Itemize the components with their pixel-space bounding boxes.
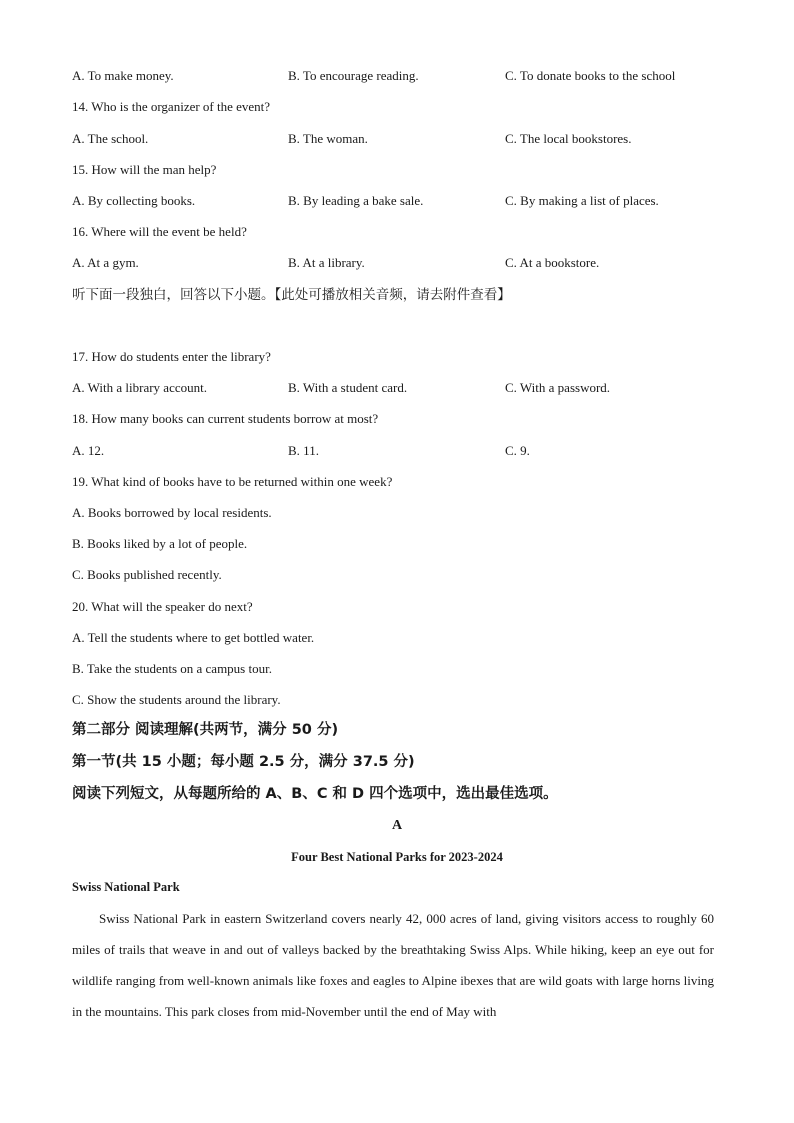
q13-option-a: A. To make money. bbox=[72, 68, 174, 83]
question-16: 16. Where will the event be held? bbox=[72, 224, 247, 239]
question-15: 15. How will the man help? bbox=[72, 162, 217, 177]
q17-options bbox=[72, 379, 722, 397]
q18-options bbox=[72, 442, 722, 460]
reading-instruction: 阅读下列短文，从每题所给的 A、B、C 和 D 四个选项中，选出最佳选项。 bbox=[72, 786, 558, 802]
question-14: 14. Who is the organizer of the event? bbox=[72, 99, 271, 114]
passage-title: Four Best National Parks for 2023-2024 bbox=[291, 850, 503, 864]
q17-option-c: C. With a password. bbox=[505, 380, 611, 395]
part-heading: 第二部分 阅读理解(共两节，满分 50 分) bbox=[72, 722, 339, 738]
question-18: 18. How many books can current students borrow at most? bbox=[72, 411, 379, 426]
q19-option-a: A. Books borrowed by local residents. bbox=[72, 505, 272, 520]
q15-option-b: B. By leading a bake sale. bbox=[288, 193, 424, 208]
q14-option-c: C. The local bookstores. bbox=[505, 131, 632, 146]
passage-paragraph: Swiss National Park in eastern Switzerland covers nearly 42, 000 acres of land, giving visitors access to roughly 60 miles of trails that weave in and out of valleys backed by the breathtaking Swiss Alps. While hiking, keep an eye out for wildlife ranging from well-known animals like foxes and eagles to Alpine ibexes that are wild goats with large horns living in the mountains. This park closes from mid-November until the end of May with bbox=[72, 911, 714, 1019]
q16-option-b: B. At a library. bbox=[288, 255, 365, 270]
q20-option-a: A. Tell the students where to get bottled water. bbox=[72, 630, 315, 645]
q14-option-b: B. The woman. bbox=[288, 131, 368, 146]
q19-option-b: B. Books liked by a lot of people. bbox=[72, 536, 248, 551]
q14-option-a: A. The school. bbox=[72, 131, 149, 146]
q18-option-c: C. 9. bbox=[505, 443, 530, 458]
q18-option-a: A. 12. bbox=[72, 443, 105, 458]
subheading-swiss-national-park: Swiss National Park bbox=[72, 880, 180, 894]
passage-label: A bbox=[391, 818, 403, 833]
q20-option-b: B. Take the students on a campus tour. bbox=[72, 661, 272, 676]
q19-option-c: C. Books published recently. bbox=[72, 567, 222, 582]
question-19: 19. What kind of books have to be returned within one week? bbox=[72, 474, 393, 489]
question-17: 17. How do students enter the library? bbox=[72, 349, 271, 364]
q16-option-a: A. At a gym. bbox=[72, 255, 139, 270]
q13-option-c: C. To donate books to the school bbox=[505, 68, 676, 83]
q15-option-c: C. By making a list of places. bbox=[505, 193, 659, 208]
q17-option-b: B. With a student card. bbox=[288, 380, 408, 395]
q14-options bbox=[72, 130, 722, 148]
q15-option-a: A. By collecting books. bbox=[72, 193, 196, 208]
q17-option-a: A. With a library account. bbox=[72, 380, 207, 395]
q16-options bbox=[72, 254, 722, 272]
question-20: 20. What will the speaker do next? bbox=[72, 599, 253, 614]
section-heading: 第一节(共 15 小题；每小题 2.5 分，满分 37.5 分) bbox=[72, 754, 415, 770]
q13-option-b: B. To encourage reading. bbox=[288, 68, 419, 83]
q13-options bbox=[72, 67, 722, 85]
monologue-instruction: 听下面一段独白，回答以下小题。【此处可播放相关音频，请去附件查看】 bbox=[72, 287, 511, 303]
q20-option-c: C. Show the students around the library. bbox=[72, 692, 281, 707]
q18-option-b: B. 11. bbox=[288, 443, 319, 458]
q16-option-c: C. At a bookstore. bbox=[505, 255, 600, 270]
q15-options bbox=[72, 192, 722, 210]
